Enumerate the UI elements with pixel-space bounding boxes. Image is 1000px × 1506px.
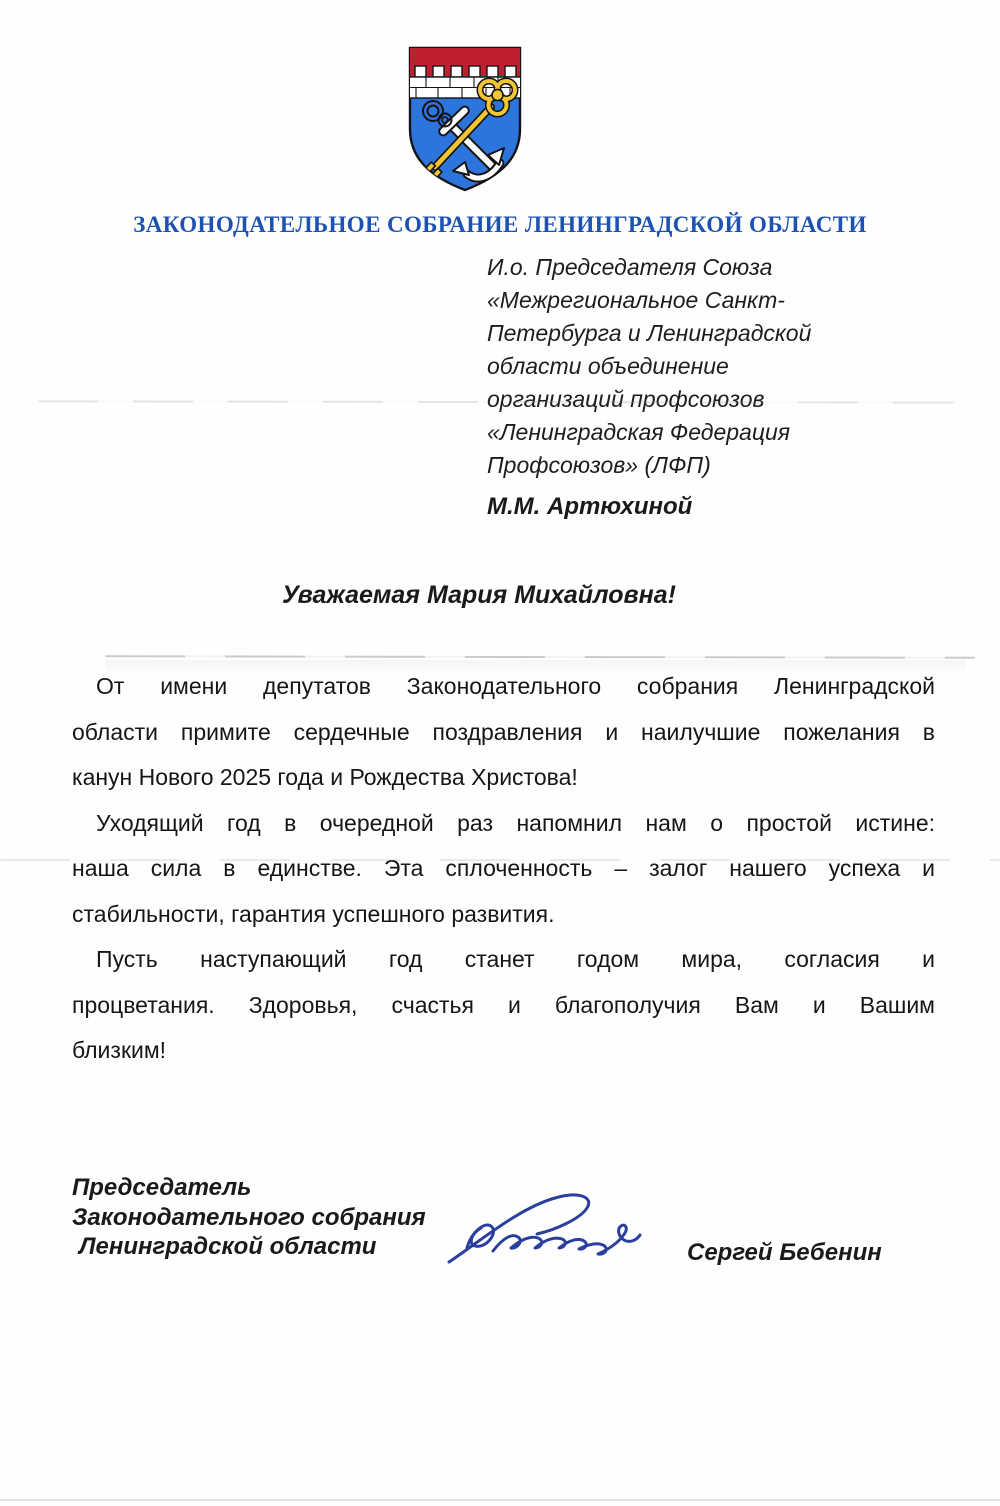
addressee-name: М.М. Артюхиной [487, 493, 693, 520]
addressee-line: И.о. Председателя Союза [487, 254, 773, 280]
body-line: стабильности, гарантия успешного развития. [72, 900, 555, 927]
handwritten-signature-icon [437, 1184, 653, 1282]
leningrad-oblast-coat-of-arms-icon [405, 45, 525, 193]
body-line: Уходящий год в очередной раз напомнил нам о простой истине: [96, 809, 935, 836]
addressee-block [487, 251, 811, 482]
paper-crease [105, 655, 975, 659]
body-line: процветания. Здоровья, счастья и благополучия Вам и Вашим [72, 991, 935, 1018]
addressee-line: Профсоюзов» (ЛФП) [487, 452, 711, 478]
body-line: От имени депутатов Законодательного собрания Ленинградской [96, 673, 935, 699]
salutation: Уважаемая Мария Михайловна! [282, 581, 676, 609]
body-line: наша сила в единстве. Эта сплоченность – залог нашего успеха и [72, 855, 935, 881]
signer-title-line: Ленинградской области [79, 1233, 377, 1260]
letter-body [72, 664, 935, 1074]
signer-title-block [72, 1173, 426, 1262]
addressee-line: Петербурга и Ленинградской [487, 320, 812, 346]
addressee-line: «Ленинградская Федерация [487, 419, 791, 445]
addressee-line: организаций профсоюзов [487, 386, 765, 412]
signer-title-line: Председатель [72, 1174, 252, 1201]
signer-name: Сергей Бебенин [687, 1239, 882, 1266]
signer-title-line: Законодательного собрания [72, 1203, 426, 1231]
addressee-line: области объединение [487, 353, 729, 379]
body-line: Пусть наступающий год станет годом мира, согласия и [96, 946, 935, 972]
body-line: области примите сердечные поздравления и наилучшие пожелания в [72, 718, 935, 745]
body-line: канун Нового 2025 года и Рождества Христова! [72, 764, 578, 790]
body-line: близким! [72, 1037, 167, 1063]
scan-edge-line [0, 1499, 1000, 1501]
organization-header: ЗАКОНОДАТЕЛЬНОЕ СОБРАНИЕ ЛЕНИНГРАДСКОЙ ОБЛАСТИ [133, 212, 867, 237]
addressee-line: «Межрегиональное Санкт- [487, 287, 785, 313]
